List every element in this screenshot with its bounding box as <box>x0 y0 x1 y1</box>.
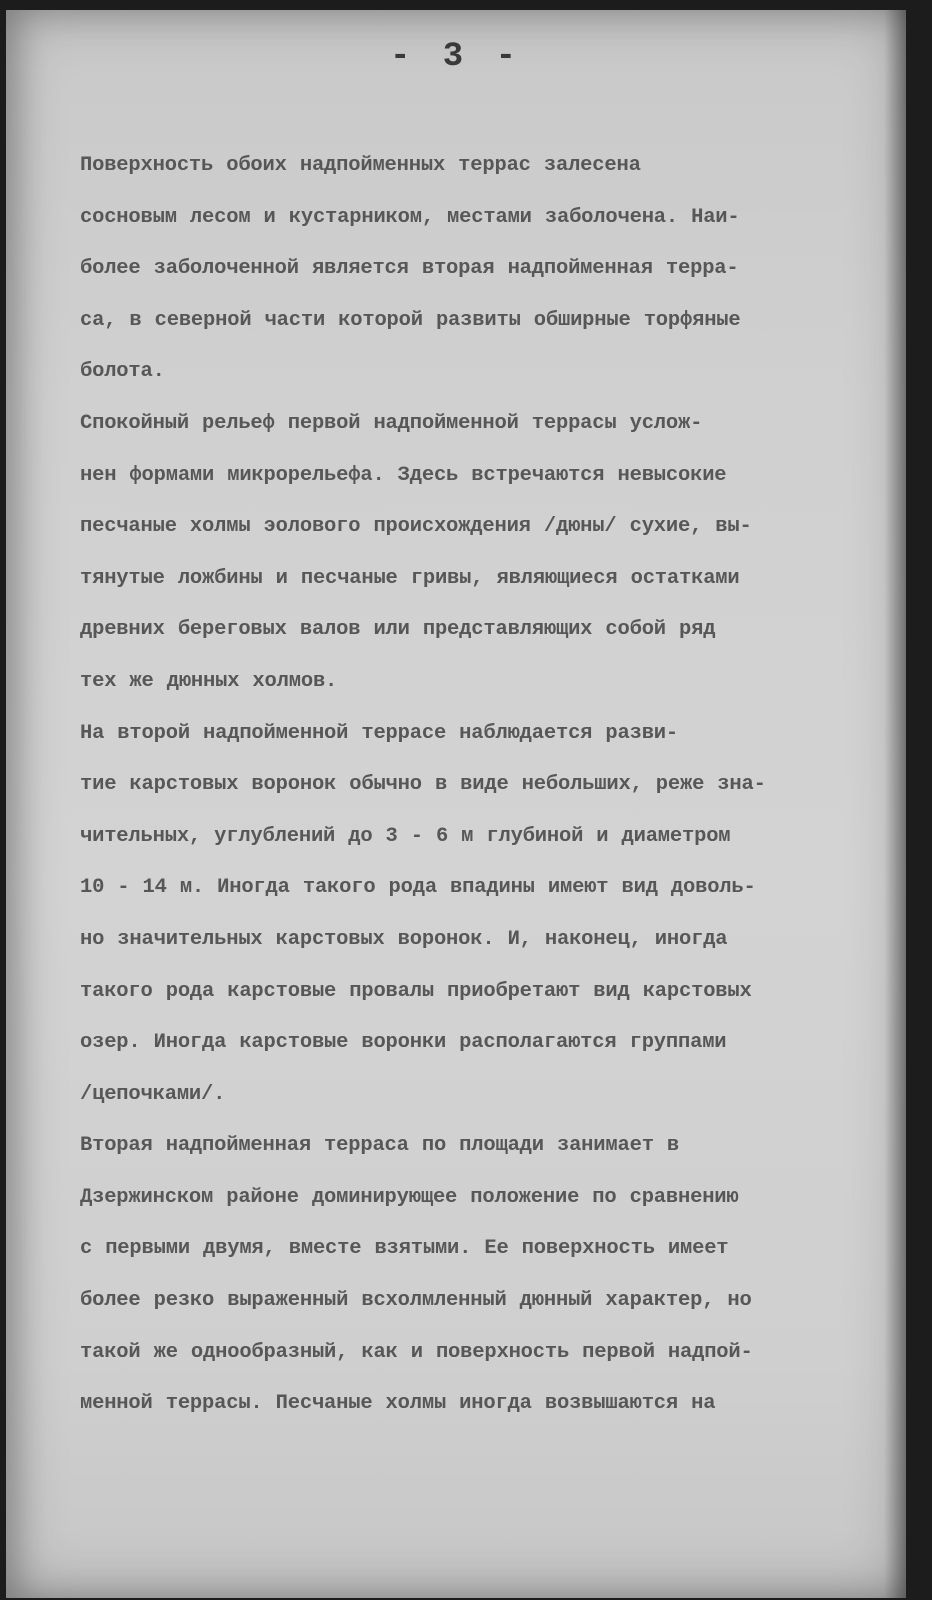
text-line: Поверхность обоих надпойменных террас залесена <box>80 154 641 177</box>
text-line: Спокойный рельеф первой надпойменной террасы услож- <box>80 411 703 435</box>
text-line: менной террасы. Песчаные холмы иногда возвышаются на <box>80 1392 716 1416</box>
text-line: чительных, углублений до 3 - 6 м глубиной и диаметром <box>80 824 731 848</box>
text-line: нен формами микрорельефа. Здесь встречаются невысокие <box>80 463 727 487</box>
text-line: такого рода карстовые провалы приобретают вид карстовых <box>80 979 752 1003</box>
text-line: тех же дюнных холмов. <box>80 669 338 693</box>
body-text <box>80 140 880 1430</box>
paragraph-3 <box>80 708 880 1121</box>
text-line: са, в северной части которой развиты обширные торфяные <box>80 308 741 332</box>
page-number: - 3 - <box>389 38 523 76</box>
paragraph-2 <box>80 398 880 708</box>
text-line: тие карстовых воронок обычно в виде небольших, реже зна- <box>80 773 766 797</box>
text-line: /цепочками/. <box>80 1082 226 1106</box>
text-line: 10 - 14 м. Иногда такого рода впадины имеют вид доволь- <box>80 876 756 900</box>
document-page <box>6 10 906 1598</box>
text-line: сосновым лесом и кустарником, местами заболочена. Наи- <box>80 205 740 229</box>
paragraph-4 <box>80 1120 880 1430</box>
text-line: более заболоченной является вторая надпойменная терра- <box>80 257 739 281</box>
text-line: древних береговых валов или представляющих собой ряд <box>80 618 716 642</box>
text-line: но значительных карстовых воронок. И, наконец, иногда <box>80 927 728 951</box>
text-line: тянутые ложбины и песчаные гривы, являющиеся остатками <box>80 566 740 590</box>
text-line: более резко выраженный всхолмленный дюнный характер, но <box>80 1289 752 1313</box>
text-line: На второй надпойменной террасе наблюдается разви- <box>80 721 678 745</box>
text-line: такой же однообразный, как и поверхность первой надпой- <box>80 1340 753 1364</box>
text-line: болота. <box>80 360 165 384</box>
text-line: озер. Иногда карстовые воронки располагаются группами <box>80 1031 727 1055</box>
text-line: с первыми двумя, вместе взятыми. Ее поверхность имеет <box>80 1237 729 1261</box>
text-line: Вторая надпойменная терраса по площади занимает в <box>80 1134 679 1158</box>
text-line: песчаные холмы эолового происхождения /дюны/ сухие, вы- <box>80 515 752 539</box>
text-line: Дзержинском районе доминирующее положение по сравнению <box>80 1185 739 1209</box>
paragraph-1 <box>80 140 880 398</box>
